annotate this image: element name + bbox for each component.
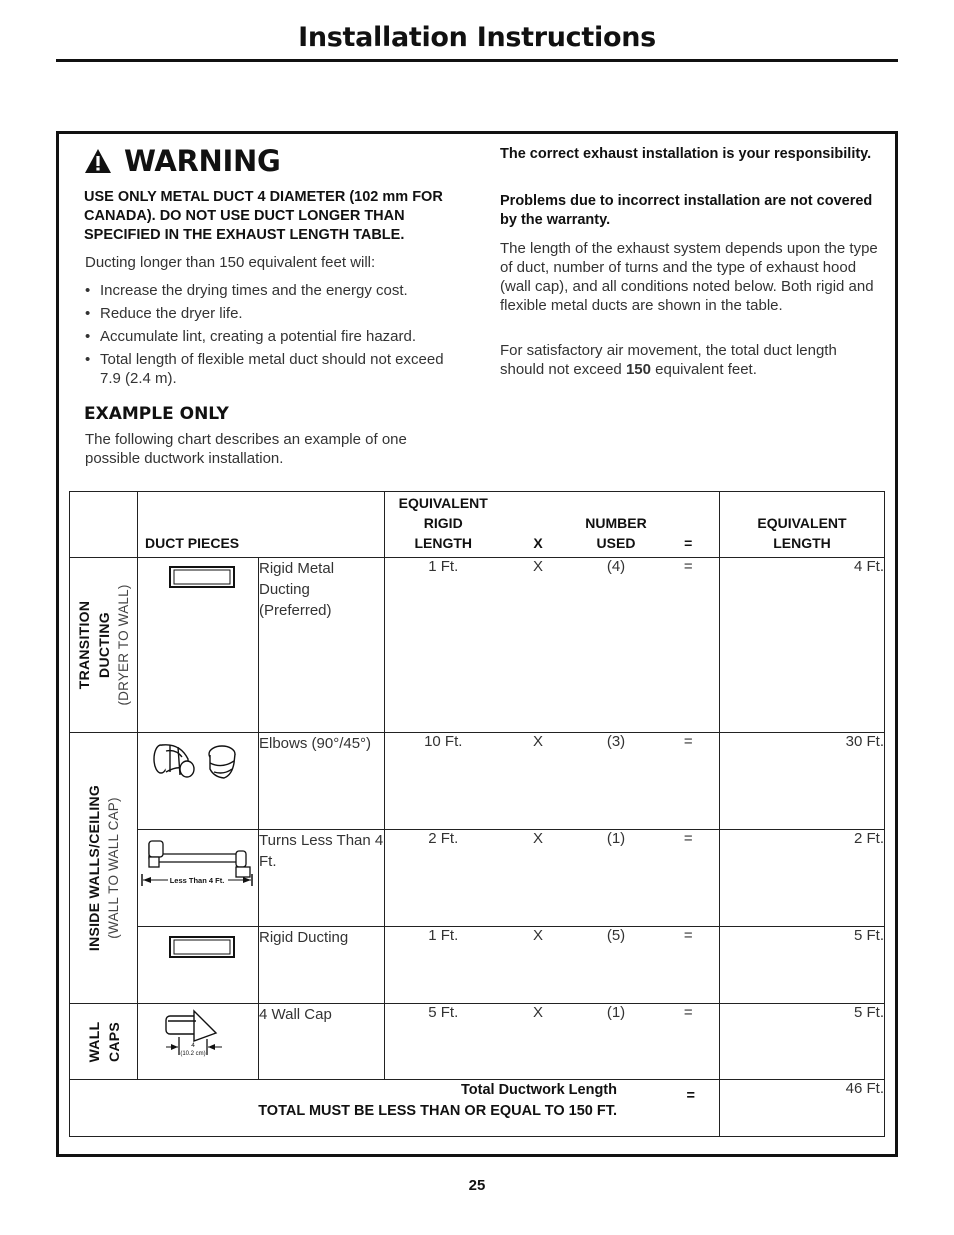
exhaust-length-text: The length of the exhaust system depends upon the type of duct, number of turns and the type of exhaust hood (wall cap), and all conditions noted below. Both rigid and flexible metal ducts are shown in the table. [500,240,878,314]
duct-turn-icon [140,839,255,889]
group-label-transition: TRANSITION DUCTING (DRYER TO WALL) [70,558,138,733]
turn-ill-label: Less Than 4 Ft. [169,876,225,885]
total-note: TOTAL MUST BE LESS THAN OR EQUAL TO 150 FT. [258,1103,617,1119]
col-equiv-length: EQUIVALENT LENGTH [720,492,885,558]
turns-illustration [138,830,259,927]
wall-cap-icon [160,1009,250,1065]
wall-cap-ill-label: 4 [191,1042,195,1049]
rigid-duct-icon [169,935,235,959]
warning-triangle-icon [84,148,112,174]
warning-heading [84,144,281,178]
page-title: Installation Instructions [298,22,656,53]
wall-cap-illustration [138,1004,259,1080]
total-value: 46 Ft. [720,1080,885,1137]
total-row [70,1080,885,1137]
warning-title: WARNING [124,144,281,178]
bullet-item: • Accumulate lint, creating a potential fire hazard. [84,327,464,346]
warning-bullets [84,281,464,392]
group-label-wall-caps: WALL CAPS [70,1004,138,1080]
piece-name: Turns Less Than 4 Ft. [259,830,385,927]
ductwork-table [69,491,885,1137]
table-row: WALL CAPS 4 (10.2 cm) 4 Wall Cap 5 Ft. X (1) = 5 Ft. [70,1004,885,1080]
air-movement-text: For satisfactory air movement, the total duct length should not exceed 150 equivalent feet. [500,342,837,378]
table-row: INSIDE WALLS/CEILING (WALL TO WALL CAP) Elbows (90°/45°) 10 Ft. X (3) = 30 Ft. [70,733,885,830]
col-equiv-rigid: EQUIVALENT RIGID LENGTH [385,492,502,558]
total-label: Total Ductwork Length [460,1082,617,1098]
warranty-text: Problems due to incorrect installation are not covered by the warranty. [500,193,873,228]
table-row: TRANSITION DUCTING (DRYER TO WALL) Rigid Metal Ducting (Preferred) 1 Ft. X (4) = 4 Ft. [70,558,885,733]
table-header-row [70,492,885,558]
rigid-ducting-illustration [138,927,259,1004]
wall-cap-ill-metric: (10.2 cm) [180,1051,206,1057]
example-heading: EXAMPLE ONLY [84,404,229,424]
rigid-duct-icon [169,565,235,589]
example-description: The following chart describes an example of one possible ductwork installation. [85,431,407,467]
ducting-intro: Ducting longer than 150 equivalent feet will: [85,254,376,271]
group-label-inside-walls: INSIDE WALLS/CEILING (WALL TO WALL CAP) [70,733,138,1004]
col-equals: = [658,492,720,558]
title-rule [56,59,898,62]
piece-name: Elbows (90°/45°) [259,733,385,830]
warning-caps-text: USE ONLY METAL DUCT 4 DIAMETER (102 mm FOR CANADA). DO NOT USE DUCT LONGER THAN SPECIFIED IN THE EXHAUST LENGTH TABLE. [84,189,443,243]
bullet-item: • Reduce the dryer life. [84,304,464,323]
piece-name: Rigid Ducting [259,927,385,1004]
total-label-cell: Total Ductwork Length TOTAL MUST BE LESS THAN OR EQUAL TO 150 FT. = [70,1080,720,1137]
piece-name: Rigid Metal Ducting (Preferred) [259,558,385,733]
rigid-duct-illustration [138,558,259,733]
bullet-item: • Increase the drying times and the energy cost. [84,281,464,300]
bullet-item: • Total length of flexible metal duct should not exceed 7.9 (2.4 m). [84,350,464,388]
table-row: Rigid Ducting 1 Ft. X (5) = 5 Ft. [70,927,885,1004]
table-row: Less Than 4 Ft. Turns Less Than 4 Ft. 2 Ft. X (1) = 2 Ft. [70,830,885,927]
col-multiply: X [502,492,575,558]
piece-name: 4 Wall Cap [259,1004,385,1080]
elbow-icon [152,741,242,781]
responsibility-text: The correct exhaust installation is your responsibility. [500,146,872,162]
col-duct-pieces: DUCT PIECES [138,492,385,558]
col-number-used: NUMBER USED [575,492,658,558]
elbows-illustration [138,733,259,830]
max-length-value: 150 [625,361,651,378]
page-number: 25 [468,1177,486,1194]
